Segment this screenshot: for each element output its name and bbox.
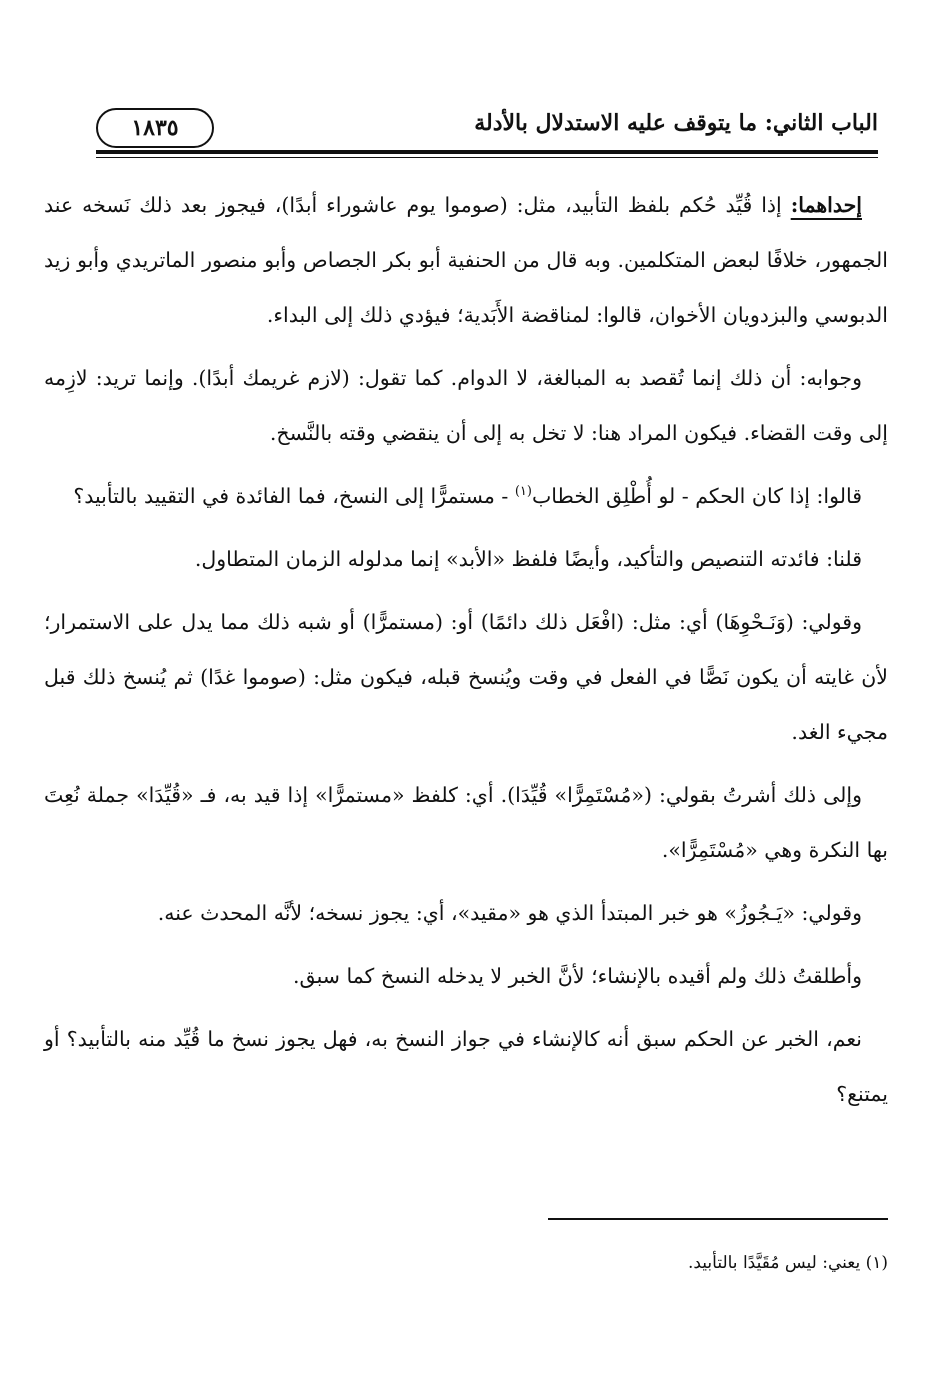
footnote-divider — [548, 1218, 888, 1220]
paragraph-3-text-b: - مستمرًّا إلى النسخ، فما الفائدة في التقييد بالتأبيد؟ — [73, 484, 515, 508]
paragraph-8: وأطلقتُ ذلك ولم أقيده بالإنشاء؛ لأنَّ الخبر لا يدخله النسخ كما سبق. — [292, 964, 862, 988]
running-header — [96, 108, 878, 154]
paragraph-4: قلنا: فائدته التنصيص والتأكيد، وأيضًا فلفظ «الأبد» إنما مدلوله الزمان المتطاول. — [194, 547, 862, 571]
header-rule-thin — [96, 157, 878, 158]
paragraph-6: وإلى ذلك أشرتُ بقولي: («مُسْتَمِرًّا» قُيِّدَا). أي: كلفظ «مستمرًّا» إذا قيد به، فـ «قُيِّدَا» جملة نُعِتَ بها النكرة وهي «مُسْتَمِرًّا». — [44, 783, 888, 862]
header-rule-thick — [96, 150, 878, 154]
paragraph-lead: إحداهما: — [790, 193, 862, 217]
footnote: (١) يعني: ليس مُقَيَّدًا بالتأبيد. — [687, 1253, 888, 1273]
paragraph-3 — [44, 469, 888, 524]
chapter-title: الباب الثاني: ما يتوقف عليه الاستدلال بالأدلة — [474, 110, 878, 136]
paragraph-1-text: إذا قُيِّد حُكم بلفظ التأبيد، مثل: (صوموا يوم عاشوراء أبدًا)، فيجوز بعد ذلك نَسخه عند الجمهور، خلافًا لبعض المتكلمين. وبه قال من الحنفية أبو بكر الجصاص وأبو منصور الماتريدي وأبو زيد الدبوسي والبزدويان الأخوان، قالوا: لمناقضة الأَبَدية؛ فيؤدي ذلك إلى البداء. — [44, 193, 888, 327]
paragraph-5: وقولي: (وَنَـحْوِهَا) أي: مثل: (افْعَل ذلك دائمًا) أو: (مستمرًّا) أو شبه ذلك مما يدل على الاستمرار؛ لأن غايته أن يكون نَصًّا في الفعل في وقت ويُنسخ قبله، فيكون مثل: (صوموا غدًا) ثم يُنسخ ذلك قبل مجيء الغد. — [44, 610, 888, 744]
paragraph-9: نعم، الخبر عن الحكم سبق أنه كالإنشاء في جواز النسخ به، فهل يجوز نسخ ما قُيِّد منه بالتأبيد؟ أو يمتنع؟ — [44, 1027, 888, 1106]
paragraph-3-text-a: قالوا: إذا كان الحكم - لو أُطْلِق الخطاب — [531, 484, 862, 508]
body-text — [44, 178, 888, 1130]
paragraph-2: وجوابه: أن ذلك إنما تُقصد به المبالغة، لا الدوام. كما تقول: (لازم غريمك أبدًا). وإنما تريد: لازِمه إلى وقت القضاء. فيكون المراد هنا: لا تخل به إلى أن ينقضي وقته بالنَّسخ. — [44, 366, 888, 445]
footnote-reference[interactable]: (١) — [514, 484, 532, 500]
page-number: ١٨٣٥ — [96, 108, 214, 148]
paragraph-7: وقولي: «يَـجُوزُ» هو خبر المبتدأ الذي هو «مقيد»، أي: يجوز نسخه؛ لأنَّه المحدث عنه. — [157, 901, 862, 925]
paragraph-1 — [44, 178, 888, 343]
